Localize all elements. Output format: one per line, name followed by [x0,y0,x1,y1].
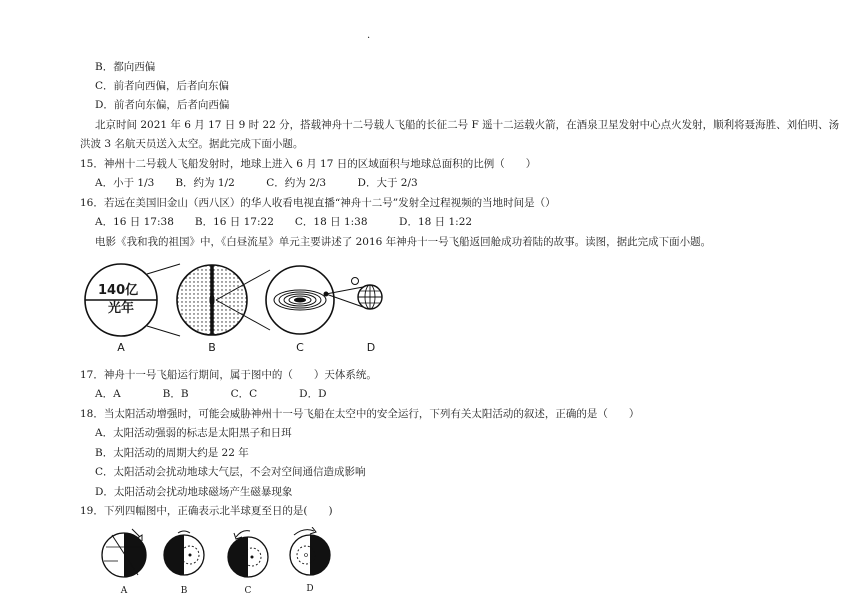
figure2-label-c: C [244,586,252,596]
diagram-a [102,529,146,577]
figure1-label-d: D [366,341,376,354]
solstice-figure [98,527,338,583]
circle-a-text-top: 140亿 [98,283,139,298]
diagram-c [228,531,268,577]
diagram-b [164,531,204,575]
figure2-label-d: D [306,584,314,594]
figure2-label-b: B [180,586,188,596]
option-c-line: C．前者向西偏，后者向东偏 [95,80,230,92]
question-18-option-c: C．太阳活动会扰动地球大气层，不会对空间通信造成影响 [95,466,366,478]
figure1-label-c: C [296,341,304,354]
question-18-option-b: B．太阳活动的周期大约是 22 年 [95,447,249,459]
passage-line-2: 洪波 3 名航天员送入太空。据此完成下面小题。 [80,138,304,150]
question-15: 15．神州十二号载人飞船发射时，地球上进入 6 月 17 日的区域面积与地球总面积的比例（ ） [80,158,537,170]
question-17: 17．神舟十一号飞船运行期间，属于图中的（ ）天体系统。 [80,369,377,381]
figure1-label-b: B [208,341,216,354]
passage-line-1: 北京时间 2021 年 6 月 17 日 9 时 22 分，搭载神舟十二号载人飞船的长征二号 F 遥十二运载火箭，在酒泉卫星发射中心点火发射，顺利将聂海胜、刘伯明、汤 [95,119,840,131]
circle-a-text-bottom: 光年 [108,301,135,316]
figure1-label-a: A [117,341,125,354]
header-mark: . [367,30,371,41]
question-16-options: A．16 日 17:38 B．16 日 17:22 C．18 日 1:38 D．18 日 1:22 [95,216,473,228]
option-d-line: D．前者向东偏，后者向西偏 [95,99,230,111]
passage-2: 电影《我和我的祖国》中，《白昼流星》单元主要讲述了 2016 年神舟十一号飞船返回舱成功着陆的故事。读图，据此完成下面小题。 [95,236,712,248]
question-15-options: A．小于 1/3 B．约为 1/2 C．约为 2/3 D．大于 2/3 [95,177,418,189]
question-18-option-a: A．太阳活动强弱的标志是太阳黑子和日珥 [95,427,292,439]
figure2-label-a: A [120,586,128,596]
question-18: 18．当太阳活动增强时，可能会威胁神州十一号飞船在太空中的安全运行，下列有关太阳活动的叙述，正确的是（ ） [80,408,640,420]
diagram-d [290,527,330,575]
question-17-options: A．A B．B C．C D．D [95,388,327,400]
option-b-line: B．都向西偏 [95,61,156,73]
question-16: 16．若远在美国旧金山（西八区）的华人收看电视直播“神舟十二号”发射全过程视频的当地时间是（） [80,197,556,209]
question-18-option-d: D．太阳活动会扰动地球磁场产生磁暴现象 [95,486,293,498]
question-19: 19．下列四幅图中，正确表示北半球夏至日的是( ) [80,505,333,517]
